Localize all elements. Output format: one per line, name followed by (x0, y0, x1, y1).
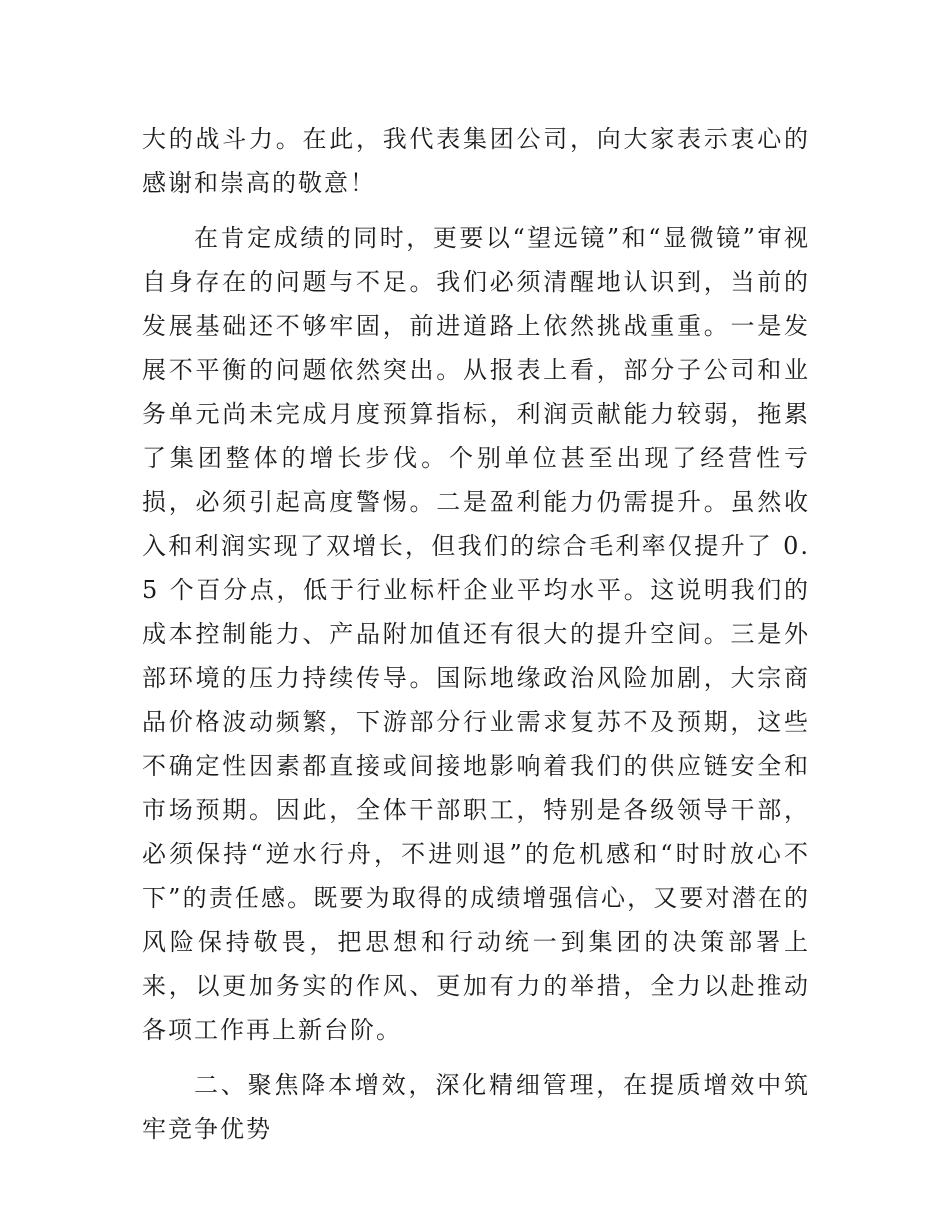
paragraph-continuation: 大的战斗力。在此，我代表集团公司，向大家表示衷心的感谢和崇高的敬意！ (142, 125, 810, 197)
paragraph-problems-and-shortcomings: 在肯定成绩的同时，更要以“望远镜”和“显微镜”审视自身存在的问题与不足。我们必须清醒地认识到，当前的发展基础还不够牢固，前进道路上依然挑战重重。一是发展不平衡的问题依然突出。从报表上看，部分子公司和业务单元尚未完成月度预算指标，利润贡献能力较弱，拖累了集团整体的增长步伐。个别单位甚至出现了经营性亏损，必须引起高度警惕。二是盈利能力仍需提升。虽然收入和利润实现了双增长，但我们的综合毛利率仅提升了 0.5 个百分点，低于行业标杆企业平均水平。这说明我们的成本控制能力、产品附加值还有很大的提升空间。三是外部环境的压力持续传导。国际地缘政治风险加剧，大宗商品价格波动频繁，下游部分行业需求复苏不及预期，这些不确定性因素都直接或间接地影响着我们的供应链安全和市场预期。因此，全体干部职工，特别是各级领导干部，必须保持“逆水行舟，不进则退”的危机感和“时时放心不下”的责任感。既要为取得的成绩增强信心，又要对潜在的风险保持敬畏，把思想和行动统一到集团的决策部署上来，以更加务实的作风、更加有力的举措，全力以赴推动各项工作再上新台阶。 (142, 224, 810, 1044)
document-body (142, 117, 810, 1151)
section-heading: 二、聚焦降本增效，深化精细管理，在提质增效中筑牢竞争优势 (142, 1071, 810, 1143)
